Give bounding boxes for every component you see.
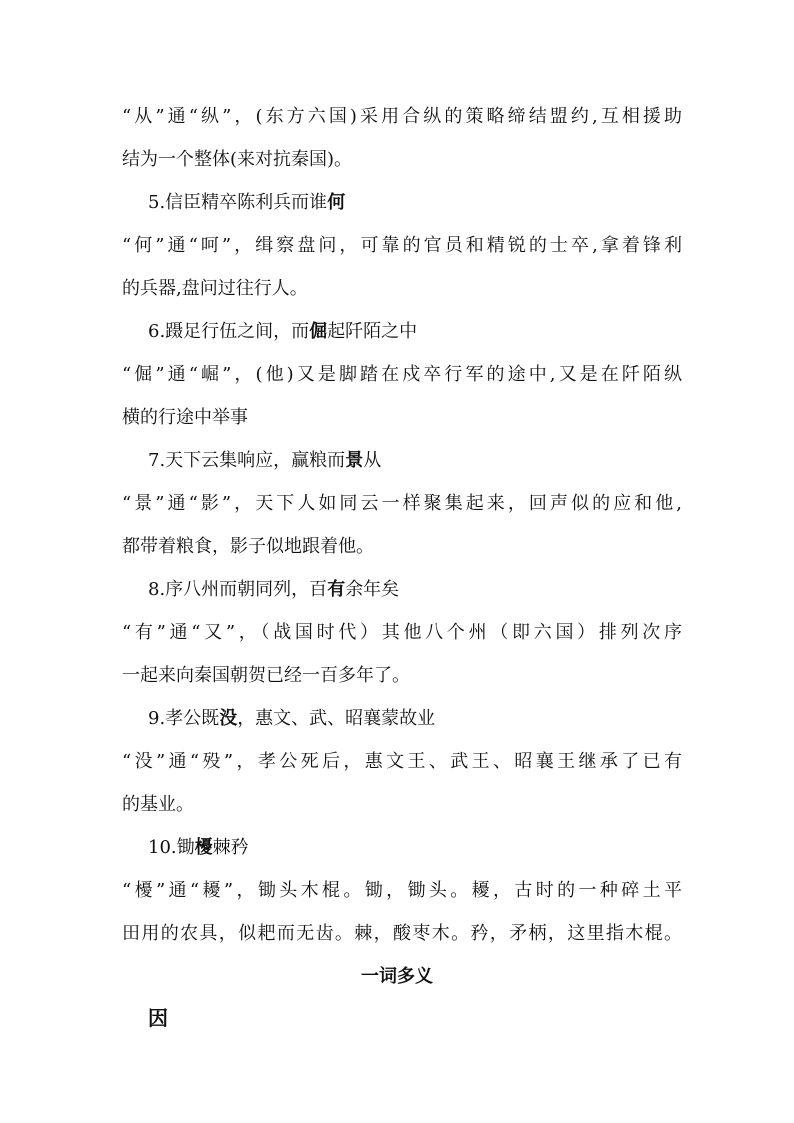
paragraph-line: “从”通“纵”，(东方六国)采用合纵的策略缔结盟约,互相援助 bbox=[122, 106, 682, 127]
paragraph-line: 的兵器,盘问过往行人。 bbox=[122, 278, 308, 299]
paragraph-line: 都带着粮食，影子似地跟着他。 bbox=[122, 536, 374, 557]
paragraph-line: “櫌”通“耰”，锄头木棍。锄，锄头。耰，古时的一种碎土平 bbox=[122, 880, 682, 901]
paragraph-line: “何”通“呵”，缉察盘问，可靠的官员和精锐的士卒,拿着锋利 bbox=[122, 235, 682, 256]
key-character: 没 bbox=[219, 708, 238, 729]
key-character: 倔 bbox=[309, 321, 328, 342]
key-character: 何 bbox=[327, 192, 346, 213]
paragraph-line: 横的行途中举事 bbox=[122, 407, 248, 428]
paragraph-line: 结为一个整体(来对抗秦国)。 bbox=[122, 149, 353, 170]
paragraph-line: 田用的农具，似耙而无齿。棘，酸枣木。矜，矛柄，这里指木棍。 bbox=[122, 923, 682, 944]
paragraph-line: “景”通“影”，天下人如同云一样聚集起来，回声似的应和他, bbox=[122, 493, 682, 514]
key-character: 有 bbox=[327, 579, 346, 600]
example-sentence: 8.序八州而朝同列，百有余年矣 bbox=[148, 579, 400, 600]
key-character: 櫌 bbox=[194, 837, 213, 858]
example-sentence: 5.信臣精卒陈利兵而谁何 bbox=[148, 192, 346, 213]
paragraph-line: “倔”通“崛”，(他)又是脚踏在戍卒行军的途中,又是在阡陌纵 bbox=[122, 364, 682, 385]
example-sentence: 9.孝公既没，惠文、武、昭襄蒙故业 bbox=[148, 708, 436, 729]
example-sentence: 6.蹑足行伍之间，而倔起阡陌之中 bbox=[148, 321, 418, 342]
key-character: 景 bbox=[345, 450, 364, 471]
paragraph-line: 一起来向秦国朝贺已经一百多年了。 bbox=[122, 665, 410, 686]
example-sentence: 10.锄櫌棘矜 bbox=[148, 837, 249, 858]
paragraph-line: “没”通“殁”，孝公死后，惠文王、武王、昭襄王继承了已有 bbox=[122, 751, 682, 772]
paragraph-line: 的基业。 bbox=[122, 794, 194, 815]
example-sentence: 7.天下云集响应，赢粮而景从 bbox=[148, 450, 382, 471]
section-heading: 一词多义 bbox=[361, 966, 433, 987]
entry-character: 因 bbox=[148, 1006, 168, 1030]
paragraph-line: “有”通“又”，（战国时代）其他八个州（即六国）排列次序 bbox=[122, 622, 682, 643]
